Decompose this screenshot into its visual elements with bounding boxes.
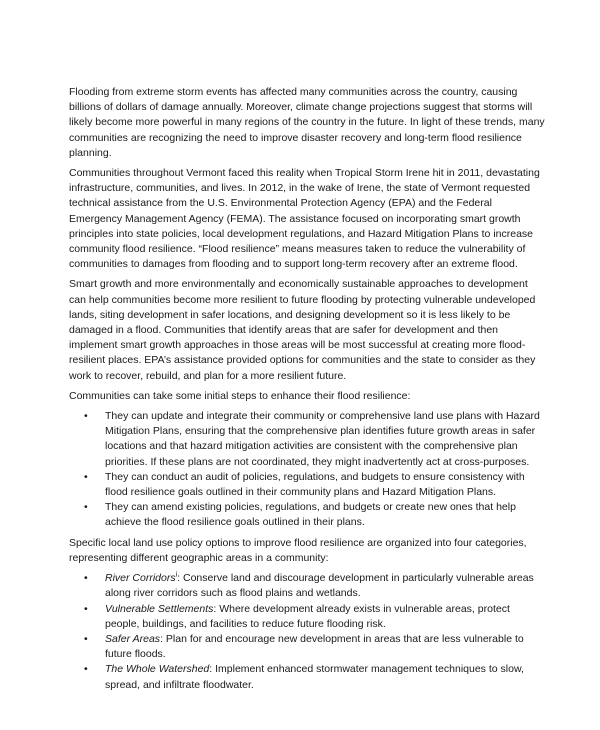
category-description: : Conserve land and discourage development in particularly vulnerable areas along river corridors such as flood plains and wetlands. [105,572,534,600]
category-term: The Whole Watershed [105,663,210,676]
vermont-paragraph: Communities throughout Vermont faced this reality when Tropical Storm Irene hit in 2011, devastating infrastructure, communities, and lives. In 2012, in the wake of Irene, the state of Vermont requested technical assistance from the U.S. Environmental Protection Agency (EPA) and the Federal Emergency Management Agency (FEMA). The assistance focused on incorporating smart growth principles into state policies, local development regulations, and Hazard Mitigation Plans to increase community flood resilience. “Flood resilience” means measures taken to reduce the vulnerability of communities to damages from flooding and to support long-term recovery after an extreme flood. [69,167,540,271]
document-body [69,85,547,698]
bullet-icon: • [84,663,88,676]
bullet-icon: • [84,572,88,585]
list-item-text: They can conduct an audit of policies, regulations, and budgets to ensure consistency with flood resilience goals outlined in their community plans and Hazard Mitigation Plans. [105,470,525,499]
categories-intro: Specific local land use policy options to improve flood resilience are organized into four categories, representing different geographic areas in a community: [69,536,527,564]
list-item [69,571,547,601]
list-item [69,500,547,530]
category-term: River Corridors [105,572,176,585]
initial-steps-intro: Communities can take some initial steps to enhance their flood resilience: [69,389,411,402]
bullet-icon: • [84,470,88,483]
categories-list [69,571,547,693]
list-item-text: They can update and integrate their community or comprehensive land use plans with Hazard Mitigation Plans, ensuring that the comprehensive plan identifies future growth areas in safer locations and that hazard mitigation activities are consistent with the comprehensive plan priorities. If these plans are not coordinated, they might inadvertently act at cross-purposes. [105,410,540,468]
category-term: Safer Areas [105,632,161,645]
footnote-marker: i [175,571,178,579]
list-item [69,470,547,500]
list-item [69,602,547,632]
bullet-icon: • [84,632,88,645]
initial-steps-list [69,409,547,531]
bullet-icon: • [84,410,88,423]
category-description: : Plan for and encourage new development in areas that are less vulnerable to future floods. [105,632,524,661]
intro-paragraph: Flooding from extreme storm events has affected many communities across the country, causing billions of dollars of damage annually. Moreover, climate change projections suggest that storms will likely become more powerful in many regions of the country in the future. In light of these trends, many communities are recognizing the need to improve disaster recovery and long-term flood resilience planning. [69,86,545,159]
category-description: : Where development already exists in vulnerable areas, protect people, buildings, and facilities to reduce future flooding risk. [105,602,510,630]
list-item-text: They can amend existing policies, regulations, and budgets or create new ones that help achieve the flood resilience goals outlined in their plans. [105,501,516,529]
bullet-icon: • [84,602,88,615]
category-term: Vulnerable Settlements [105,602,214,615]
smart-growth-paragraph: Smart growth and more environmentally and economically sustainable approaches to development can help communities become more resilient to future flooding by protecting vulnerable undeveloped lands, siting development in safer locations, and designing development so it is less likely to be damaged in a flood. Communities that identify areas that are safer for development and then implement smart growth approaches in those areas will be most successful at creating more flood-resilient places. EPA’s assistance provided options for communities and the state to consider as they work to recover, rebuild, and plan for a more resilient future. [69,278,536,382]
list-item [69,409,547,470]
category-description: : Implement enhanced stormwater management techniques to slow, spread, and infiltrate floodwater. [105,663,524,691]
bullet-icon: • [84,501,88,514]
list-item [69,662,547,692]
list-item [69,632,547,662]
